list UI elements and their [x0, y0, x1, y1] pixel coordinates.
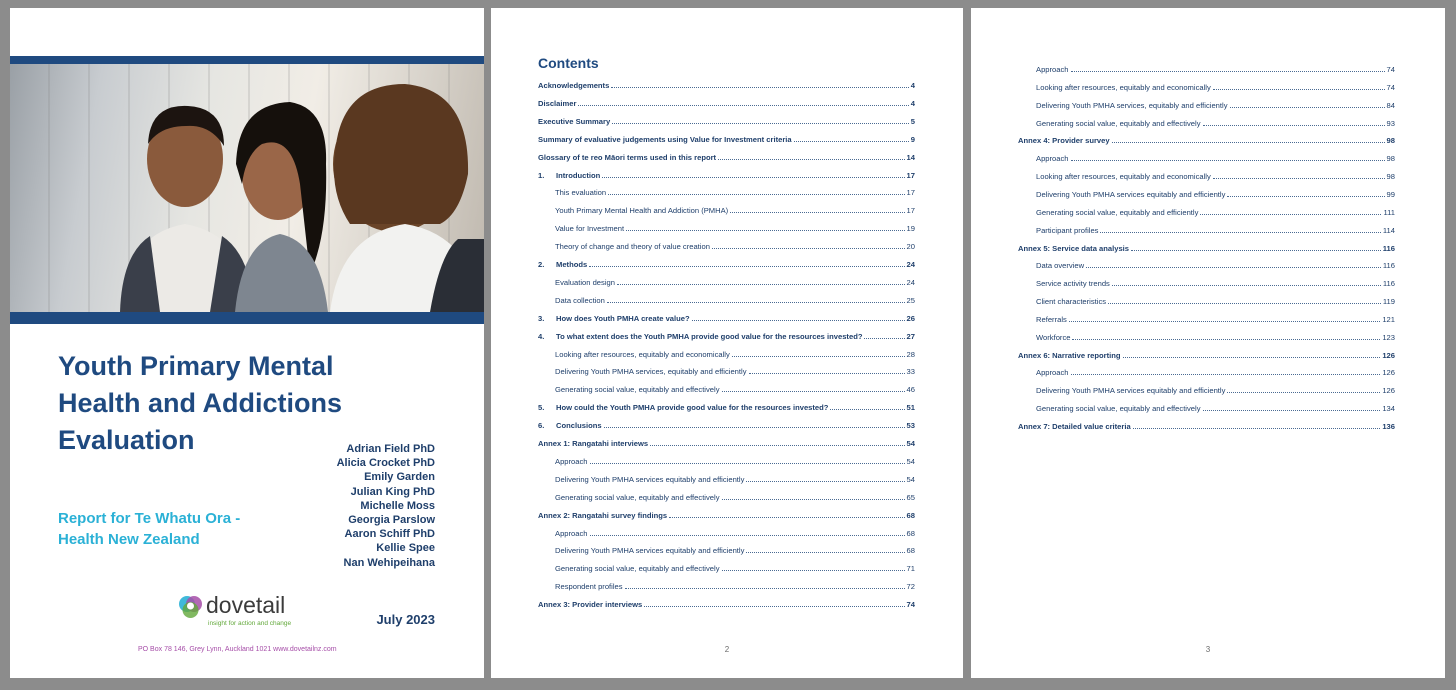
toc-entry-page: 114 — [1382, 225, 1395, 235]
author-name: Alicia Crocket PhD — [336, 457, 435, 470]
toc-entry[interactable] — [555, 187, 915, 199]
toc-entry-page: 121 — [1382, 314, 1395, 324]
toc-leader-dots — [604, 420, 905, 428]
toc-entry-label: Methods — [556, 260, 588, 269]
toc-leader-dots — [794, 134, 909, 142]
author-name: Georgia Parslow — [348, 514, 435, 527]
toc-entry[interactable] — [555, 492, 915, 504]
report-date: July 2023 — [376, 612, 435, 627]
toc-entry[interactable] — [1036, 82, 1395, 94]
toc-leader-dots — [1213, 82, 1385, 90]
toc-entry[interactable] — [555, 545, 915, 557]
toc-entry-page: 68 — [906, 510, 915, 520]
toc-entry[interactable] — [555, 474, 915, 486]
toc-entry-page: 14 — [906, 152, 915, 162]
cover-title: Youth Primary Mental Health and Addictions Evaluation — [58, 351, 343, 455]
toc-entry-number: 3. — [538, 313, 545, 323]
toc-leader-dots — [578, 98, 908, 106]
toc-entry-page: 119 — [1382, 297, 1395, 307]
toc-leader-dots — [1203, 403, 1381, 411]
toc-leader-dots — [611, 80, 908, 88]
toc-entry[interactable] — [538, 134, 915, 146]
toc-entry[interactable] — [538, 438, 915, 450]
dovetail-logo — [178, 594, 298, 634]
toc-entry-label: Annex 5: Service data analysis — [1018, 243, 1130, 253]
toc-leader-dots — [1069, 314, 1381, 322]
toc-entry-label: Data collection — [555, 295, 605, 305]
cover-photo-figures — [10, 64, 484, 312]
toc-entry-label: Looking after resources, equitably and economically — [1036, 172, 1211, 182]
toc-leader-dots — [692, 313, 905, 321]
toc-entry-page: 126 — [1382, 368, 1395, 378]
toc-entry-label: Delivering Youth PMHA services equitably and efficiently — [555, 546, 745, 556]
toc-entry-label: Executive Summary — [538, 116, 611, 126]
contents-page-3 — [971, 8, 1445, 678]
toc-entry[interactable] — [1036, 278, 1395, 290]
toc-entry[interactable] — [555, 581, 915, 593]
toc-entry[interactable] — [1018, 421, 1395, 433]
toc-entry-number: 1. — [538, 170, 545, 180]
dovetail-logo-icon — [178, 594, 204, 620]
toc-entry-label: Approach — [1036, 65, 1069, 74]
toc-entry[interactable] — [555, 384, 915, 396]
toc-entry-label: Generating social value, equitably and efficiently — [1036, 207, 1199, 217]
toc-entry-label: Annex 6: Narrative reporting — [1018, 350, 1121, 360]
toc-entry[interactable] — [1036, 171, 1395, 183]
toc-entry-label: Evaluation design — [555, 277, 615, 287]
toc-leader-dots — [1071, 153, 1385, 161]
toc-entry[interactable] — [1036, 118, 1395, 130]
toc-entry-label: Conclusions — [556, 421, 602, 431]
photo-band — [10, 56, 484, 324]
toc-entry-page: 93 — [1386, 118, 1395, 128]
toc-entry-label: Generating social value, equitably and effectively — [1036, 404, 1201, 414]
toc-entry-page: 65 — [906, 492, 915, 502]
toc-entry-label: Referrals — [1036, 314, 1067, 324]
toc-entry[interactable] — [555, 456, 915, 468]
toc-leader-dots — [608, 187, 904, 195]
toc-entry[interactable] — [1036, 225, 1395, 237]
author-list — [337, 442, 435, 570]
toc-entry-page: 72 — [906, 582, 915, 592]
toc-entry[interactable] — [538, 420, 915, 432]
toc-entry[interactable] — [538, 116, 915, 128]
contents-page-2 — [491, 8, 963, 678]
toc-entry-page: 68 — [906, 528, 915, 538]
cover-address: PO Box 78 146, Grey Lynn, Auckland 1021 www.dovetailnz.com — [138, 646, 337, 653]
toc-entry[interactable] — [1036, 189, 1395, 201]
toc-leader-dots — [864, 331, 904, 339]
toc-entry[interactable] — [555, 223, 915, 235]
author-name: Emily Garden — [364, 471, 435, 484]
toc-entry[interactable] — [538, 510, 915, 522]
toc-entry[interactable] — [538, 259, 915, 271]
author-name: Kellie Spee — [376, 542, 435, 555]
toc-entry-page: 27 — [906, 331, 915, 341]
toc-entry[interactable] — [538, 98, 915, 110]
toc-leader-dots — [1203, 118, 1385, 126]
toc-entry-page: 111 — [1383, 207, 1395, 217]
toc-entry-label: To what extent does the Youth PMHA provide good value for the resources invested? — [556, 331, 863, 341]
toc-entry-page: 19 — [906, 224, 915, 234]
toc-entry[interactable] — [1036, 314, 1395, 326]
toc-entry-page: 98 — [1386, 136, 1395, 146]
toc-entry-label: Disclaimer — [538, 98, 577, 108]
toc-entry-page: 71 — [906, 564, 915, 574]
toc-entry-label: Value for Investment — [555, 224, 625, 234]
toc-entry[interactable] — [1036, 153, 1395, 165]
toc-leader-dots — [746, 474, 904, 482]
toc-entry-label: Approach — [1036, 368, 1069, 378]
toc-entry-page: 17 — [906, 170, 915, 180]
toc-leader-dots — [712, 241, 905, 249]
toc-entry-label: Delivering Youth PMHA services, equitably and efficiently — [555, 367, 747, 377]
toc-entry[interactable] — [1036, 260, 1395, 272]
toc-entry-page: 20 — [906, 242, 915, 252]
toc-entry-page: 84 — [1386, 100, 1395, 110]
toc-entry[interactable] — [555, 295, 915, 307]
toc-entry[interactable] — [1018, 243, 1395, 255]
toc-entry-label: Delivering Youth PMHA services, equitably and efficiently — [1036, 100, 1228, 110]
toc-entry-label: Annex 1: Rangatahi interviews — [538, 439, 649, 448]
toc-entry-label: Summary of evaluative judgements using Value for Investment criteria — [538, 134, 792, 144]
toc-entry[interactable] — [538, 331, 915, 343]
toc-entry[interactable] — [1036, 207, 1395, 219]
toc-leader-dots — [1100, 225, 1380, 233]
toc-entry[interactable] — [538, 402, 915, 414]
toc-entry-label: How could the Youth PMHA provide good value for the resources invested? — [556, 403, 829, 413]
toc-entry-label: Theory of change and theory of value creation — [555, 242, 710, 252]
toc-entry-page: 9 — [910, 134, 915, 144]
toc-entry-page: 98 — [1386, 172, 1395, 182]
toc-entry-label: Annex 4: Provider survey — [1018, 136, 1110, 146]
toc-entry-label: Delivering Youth PMHA services equitably and efficiently — [1036, 189, 1226, 199]
toc-entry-label: Generating social value, equitably and effectively — [555, 385, 720, 395]
toc-entry-label: Approach — [1036, 154, 1069, 164]
toc-entry[interactable] — [538, 313, 915, 325]
toc-entry[interactable] — [538, 152, 915, 164]
toc-entry-label: Generating social value, equitably and effectively — [555, 492, 720, 502]
toc-entry-page: 33 — [906, 367, 915, 377]
toc-entry-label: Approach — [555, 528, 588, 538]
toc-entry[interactable] — [1036, 367, 1395, 379]
toc-entry[interactable] — [555, 349, 915, 361]
toc-entry-label: Respondent profiles — [555, 582, 623, 592]
toc-entry-label: Delivering Youth PMHA services equitably and efficiently — [555, 474, 745, 484]
toc-entry-page: 116 — [1382, 279, 1395, 289]
toc-entry[interactable] — [555, 366, 915, 378]
toc-entry[interactable] — [1036, 385, 1395, 397]
toc-entry-label: Data overview — [1036, 261, 1085, 271]
toc-entry-label: This evaluation — [555, 188, 607, 198]
toc-leader-dots — [749, 366, 905, 374]
toc-leader-dots — [1213, 171, 1385, 179]
toc-entry-page: 134 — [1382, 404, 1395, 414]
toc-entry-page: 54 — [906, 474, 915, 484]
toc-leader-dots — [830, 402, 904, 410]
cover-photo — [10, 64, 484, 312]
toc-entry-label: Glossary of te reo Māori terms used in this report — [538, 152, 717, 162]
toc-leader-dots — [1086, 260, 1381, 268]
toc-entry[interactable] — [538, 170, 915, 182]
page-number: 3 — [1205, 645, 1211, 654]
toc-leader-dots — [1071, 367, 1381, 375]
toc-entry-page: 26 — [906, 313, 915, 323]
toc-entry-page: 123 — [1382, 332, 1395, 342]
toc-leader-dots — [1230, 100, 1385, 108]
toc-entry-page: 98 — [1386, 154, 1395, 164]
toc-entry[interactable] — [1036, 332, 1395, 344]
toc-entry-page: 54 — [906, 456, 915, 466]
toc-entry-label: Service activity trends — [1036, 279, 1110, 289]
toc-leader-dots — [722, 492, 905, 500]
toc-entry-label: Annex 3: Provider interviews — [538, 600, 643, 610]
toc-entry-label: Generating social value, equitably and effectively — [1036, 118, 1201, 128]
toc-entry-page: 74 — [1386, 65, 1395, 74]
toc-leader-dots — [590, 456, 905, 464]
toc-entry[interactable] — [555, 205, 915, 217]
toc-leader-dots — [1108, 296, 1381, 304]
author-name: Julian King PhD — [350, 485, 435, 498]
toc-entry-label: Generating social value, equitably and effectively — [555, 564, 720, 574]
toc-entry[interactable] — [1036, 64, 1395, 76]
toc-entry-label: Approach — [555, 456, 588, 466]
toc-leader-dots — [644, 599, 904, 607]
toc-entry-label: How does Youth PMHA create value? — [556, 313, 690, 323]
toc-entry-page: 53 — [906, 421, 915, 431]
toc-leader-dots — [617, 277, 905, 285]
toc-entry[interactable] — [538, 80, 915, 92]
toc-entry[interactable] — [1036, 100, 1395, 112]
toc-leader-dots — [669, 510, 904, 518]
toc-entry[interactable] — [1018, 135, 1395, 147]
toc-entry-page: 17 — [906, 206, 915, 216]
toc-entry-label: Introduction — [556, 170, 601, 180]
toc-entry-page: 116 — [1382, 261, 1395, 271]
toc-entry-page: 51 — [906, 403, 915, 413]
toc-leader-dots — [1227, 385, 1380, 393]
toc-entry-label: Workforce — [1036, 332, 1071, 342]
logo-tagline: insight for action and change — [208, 620, 292, 627]
author-name: Michelle Moss — [360, 499, 435, 512]
toc-leader-dots — [1227, 189, 1384, 197]
toc-entry-page: 136 — [1382, 422, 1395, 431]
toc-entry[interactable] — [1036, 296, 1395, 308]
toc-leader-dots — [1131, 243, 1381, 251]
toc-entry[interactable] — [555, 528, 915, 540]
toc-entry-number: 4. — [538, 331, 545, 341]
toc-entry[interactable] — [555, 241, 915, 253]
page-number: 2 — [724, 645, 730, 654]
toc-entry-page: 25 — [906, 295, 915, 305]
toc-leader-dots — [1200, 207, 1381, 215]
toc-leader-dots — [1112, 278, 1381, 286]
toc-leader-dots — [732, 349, 905, 357]
toc-entry-label: Looking after resources, equitably and economically — [1036, 82, 1211, 92]
toc-leader-dots — [607, 295, 905, 303]
author-name: Aaron Schiff PhD — [344, 528, 435, 541]
toc-entry-page: 46 — [906, 385, 915, 395]
toc-leader-dots — [590, 528, 905, 536]
toc-entry-label: Annex 2: Rangatahi survey findings — [538, 510, 668, 520]
toc-leader-dots — [722, 563, 905, 571]
toc-entry-label: Youth Primary Mental Health and Addiction (PMHA) — [555, 206, 729, 216]
toc-entry-label: Client characteristics — [1036, 297, 1107, 307]
toc-leader-dots — [722, 384, 905, 392]
toc-entry-page: 74 — [906, 600, 915, 610]
toc-leader-dots — [1133, 421, 1381, 429]
toc-entry-page: 5 — [910, 116, 915, 126]
toc-leader-dots — [625, 581, 905, 589]
toc-leader-dots — [626, 223, 904, 231]
toc-entry-number: 2. — [538, 260, 545, 269]
toc-entry-page: 68 — [906, 546, 915, 556]
toc-entry-page: 4 — [910, 81, 915, 90]
toc-entry-page: 74 — [1386, 82, 1395, 92]
author-name: Adrian Field PhD — [346, 443, 435, 455]
toc-leader-dots — [602, 170, 904, 178]
toc-entry-page: 99 — [1386, 189, 1395, 199]
cover-page — [10, 8, 484, 678]
toc-leader-dots — [612, 116, 909, 124]
toc-leader-dots — [1112, 135, 1385, 143]
toc-entry-page: 126 — [1382, 386, 1395, 396]
toc-entry-page: 54 — [906, 439, 915, 448]
toc-entry-label: Participant profiles — [1036, 225, 1099, 235]
toc-leader-dots — [650, 438, 904, 446]
toc-entry-label: Delivering Youth PMHA services equitably and efficiently — [1036, 386, 1226, 396]
toc-leader-dots — [1071, 64, 1385, 72]
logo-wordmark: dovetail — [206, 592, 286, 618]
toc-leader-dots — [589, 259, 904, 267]
toc-entry-label: Annex 7: Detailed value criteria — [1018, 422, 1131, 431]
toc-entry[interactable] — [1036, 403, 1395, 415]
cover-subtitle: Report for Te Whatu Ora - Health New Zealand — [58, 510, 241, 548]
toc-entry-page: 24 — [906, 260, 915, 269]
toc-entry-number: 5. — [538, 403, 545, 413]
toc-leader-dots — [1123, 350, 1381, 358]
toc-entry-page: 126 — [1382, 350, 1395, 360]
toc-entry[interactable] — [538, 599, 915, 611]
toc-entry-page: 24 — [906, 277, 915, 287]
toc-entry-page: 116 — [1382, 243, 1395, 253]
toc-entry-label: Looking after resources, equitably and economically — [555, 349, 730, 359]
toc-leader-dots — [746, 545, 904, 553]
toc-leader-dots — [1072, 332, 1380, 340]
contents-heading: Contents — [538, 55, 599, 71]
toc-entry-number: 6. — [538, 421, 545, 431]
toc-leader-dots — [718, 152, 904, 160]
toc-entry-page: 17 — [906, 188, 915, 198]
toc-entry-page: 28 — [906, 349, 915, 359]
toc-entry-page: 4 — [910, 98, 915, 108]
author-name: Nan Wehipeihana — [343, 556, 435, 569]
toc-entry[interactable] — [555, 563, 915, 575]
toc-leader-dots — [730, 205, 904, 213]
toc-entry[interactable] — [1018, 350, 1395, 362]
toc-entry-label: Acknowledgements — [538, 81, 610, 90]
toc-entry[interactable] — [555, 277, 915, 289]
